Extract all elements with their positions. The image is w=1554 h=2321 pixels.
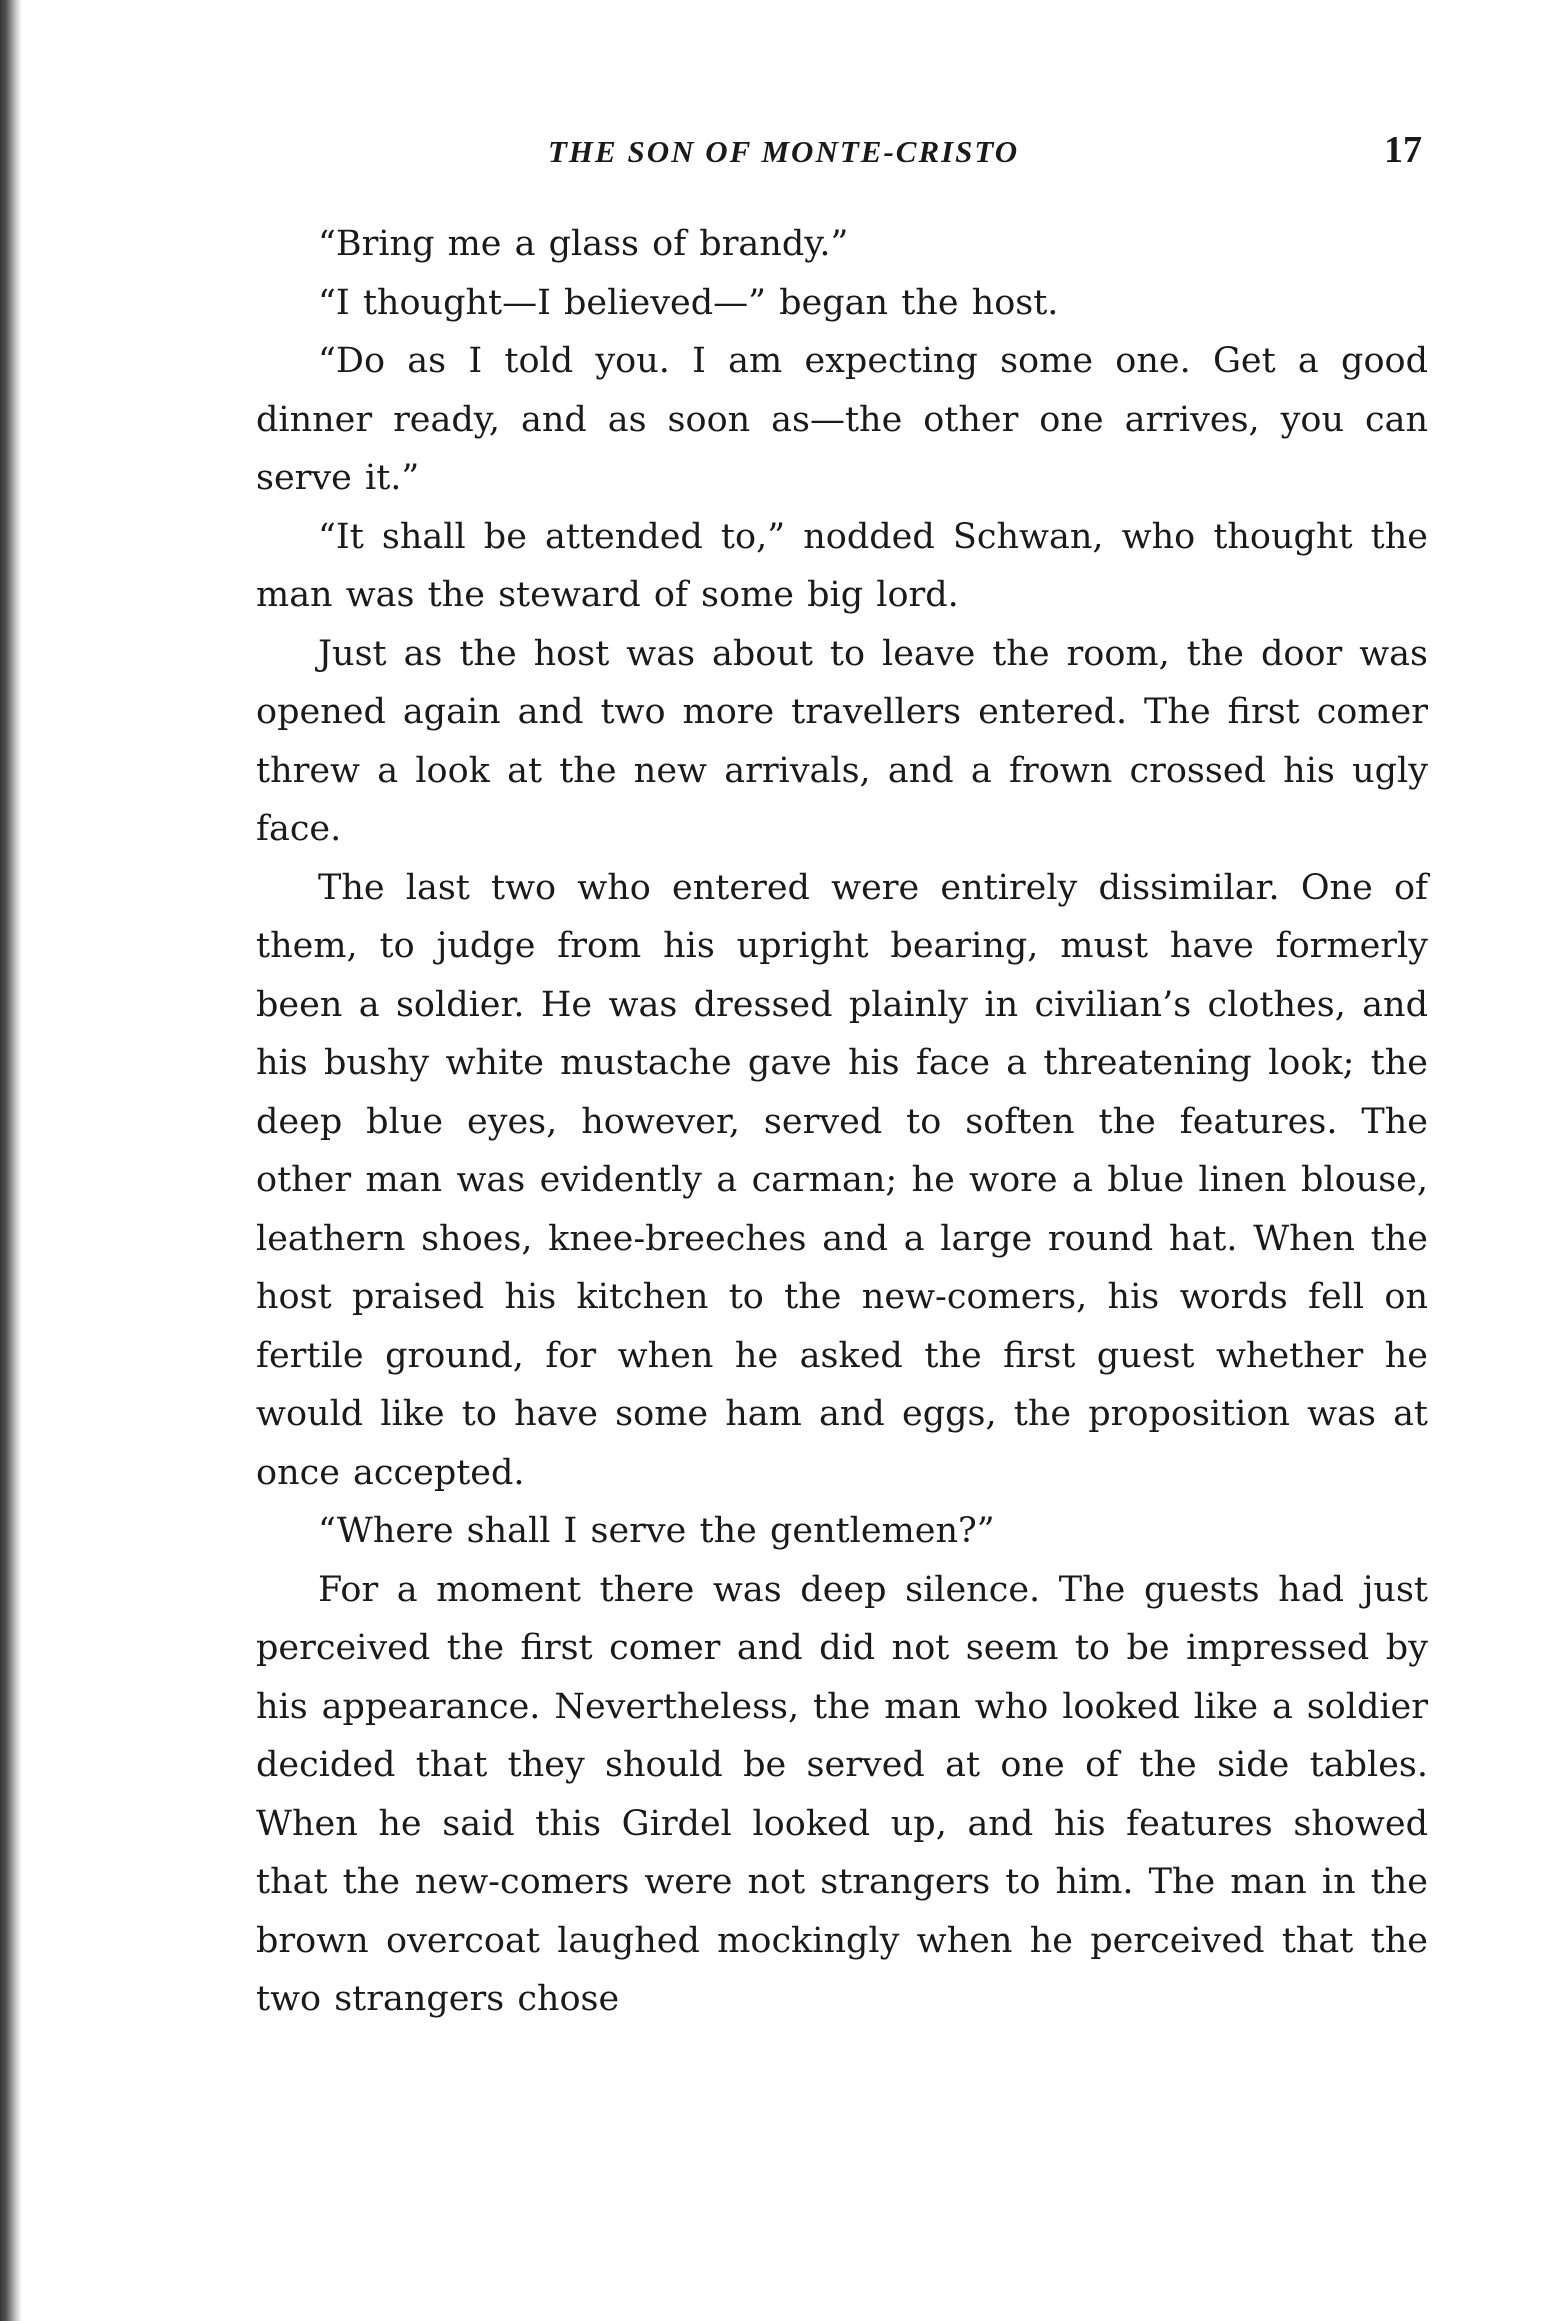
paragraph-6: The last two who entered were entirely dissimilar. One of them, to judge from his upright bearing, must have formerly been a soldier. He was dressed plainly in civilian’s clothes, and his bushy white mustache gave his face a threatening look; the deep blue eyes, however, served to soften the features. The other man was evidently a carman; he wore a blue linen blouse, leathern shoes, knee-breeches and a large round hat. When the host praised his kitchen to the new-comers, his words fell on fertile ground, for when he asked the first guest whether he would like to have some ham and eggs, the proposition was at once accepted. [256,867,1428,1493]
paragraph-8: For a moment there was deep silence. The guests had just perceived the first comer and did not seem to be impressed by his appearance. Nevertheless, the man who looked like a soldier decided that they should be served at one of the side tables. When he said this Girdel looked up, and his features showed that the new-comers were not strangers to him. The man in the brown overcoat laughed mockingly when he perceived that the two strangers chose [256,1569,1428,2019]
paragraph-2: “I thought—I believed—” began the host. [318,282,1059,323]
running-header [0,128,1554,188]
body-text [256,215,1428,2029]
book-title: THE SON OF MONTE-CRISTO [548,134,1020,169]
page-number: 17 [1384,129,1422,171]
page-binding-edge [0,0,22,2321]
paragraph-7: “Where shall I serve the gentlemen?” [318,1511,995,1551]
paragraph-3: “Do as I told you. I am expecting some one. Get a good dinner ready, and as soon as—the other one arrives, you can serve it.” [256,341,1428,498]
paragraph-5: Just as the host was about to leave the room, the door was opened again and two more travellers entered. The first comer threw a look at the new arrivals, and a frown crossed his ugly face. [256,633,1428,849]
paragraph-1: “Bring me a glass of brandy.” [318,224,849,264]
paragraph-4: “It shall be attended to,” nodded Schwan, who thought the man was the steward of some big lord. [256,516,1428,615]
